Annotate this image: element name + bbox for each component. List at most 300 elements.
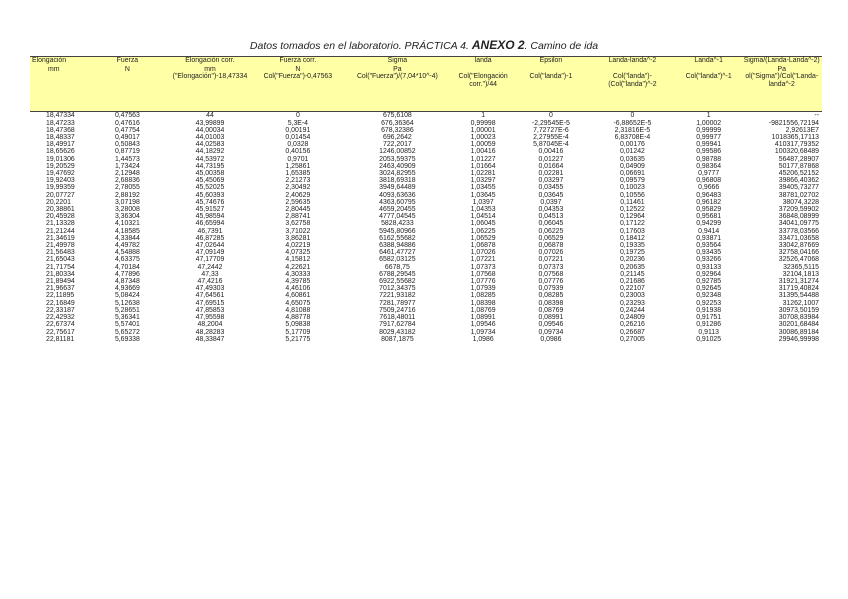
table-cell[interactable]: 21,80334 bbox=[46, 270, 75, 278]
table-cell[interactable]: 46,65994 bbox=[195, 220, 225, 228]
table-cell[interactable]: 2463,40909 bbox=[379, 162, 416, 170]
table-cell[interactable]: 0,26216 bbox=[619, 321, 645, 329]
table-cell[interactable]: 0,9414 bbox=[698, 227, 720, 235]
table-cell[interactable]: 4,93669 bbox=[114, 285, 140, 293]
table-cell[interactable]: 5,57401 bbox=[114, 321, 140, 329]
table-cell[interactable]: 31719,40824 bbox=[778, 285, 819, 293]
table-cell[interactable]: 4659,20455 bbox=[379, 206, 416, 214]
table-cell[interactable]: 2053,59375 bbox=[379, 155, 416, 163]
table-cell[interactable]: 0,26687 bbox=[619, 328, 645, 336]
table-cell[interactable]: 3,62758 bbox=[285, 220, 311, 228]
table-cell[interactable]: 30708,83984 bbox=[778, 314, 819, 322]
table-cell[interactable]: 5,09838 bbox=[285, 321, 311, 329]
table-cell[interactable]: 0,06225 bbox=[538, 227, 564, 235]
table-cell[interactable]: 0,07221 bbox=[538, 256, 564, 264]
table-cell[interactable]: 31921,31274 bbox=[778, 278, 819, 286]
table-cell[interactable]: 0,08285 bbox=[538, 292, 564, 300]
table-cell[interactable]: 1,06529 bbox=[470, 234, 496, 242]
table-cell[interactable]: 18,47233 bbox=[46, 119, 75, 127]
table-cell[interactable]: 1,03645 bbox=[470, 191, 496, 199]
table-cell[interactable]: 0,07776 bbox=[538, 278, 564, 286]
table-cell[interactable]: 3024,82955 bbox=[379, 170, 416, 178]
table-cell[interactable]: 0,93871 bbox=[696, 234, 722, 242]
table-cell[interactable]: 0,10023 bbox=[619, 184, 645, 192]
table-cell[interactable]: 2,59635 bbox=[285, 198, 311, 206]
table-cell[interactable]: 0,92964 bbox=[696, 270, 722, 278]
table-cell[interactable]: 32758,04166 bbox=[778, 249, 819, 257]
table-cell[interactable]: 0,06529 bbox=[538, 234, 564, 242]
table-cell[interactable]: 18,47334 bbox=[46, 112, 75, 120]
table-cell[interactable]: 3,36304 bbox=[114, 213, 140, 221]
table-cell[interactable]: 21,21244 bbox=[46, 227, 75, 235]
table-cell[interactable]: 4,39785 bbox=[285, 278, 311, 286]
table-cell[interactable]: 1,06225 bbox=[470, 227, 496, 235]
table-cell[interactable]: 0,93564 bbox=[696, 242, 722, 250]
table-cell[interactable]: 22,11895 bbox=[46, 292, 75, 300]
table-cell[interactable]: 21,34619 bbox=[46, 234, 75, 242]
table-cell[interactable]: 4,77896 bbox=[114, 270, 140, 278]
table-cell[interactable]: 1,07776 bbox=[470, 278, 496, 286]
table-cell[interactable]: 50177,87868 bbox=[778, 162, 819, 170]
table-cell[interactable]: 0,03297 bbox=[538, 177, 564, 185]
table-cell[interactable]: 0,99941 bbox=[696, 141, 722, 149]
table-cell[interactable]: 0,91938 bbox=[696, 306, 722, 314]
table-cell[interactable]: 4363,60795 bbox=[379, 198, 416, 206]
table-cell[interactable]: 0,04513 bbox=[538, 213, 564, 221]
table-cell[interactable]: 19,47692 bbox=[46, 170, 75, 178]
table-cell[interactable]: 1,04353 bbox=[470, 206, 496, 214]
table-cell[interactable]: 0,99586 bbox=[696, 148, 722, 156]
table-cell[interactable]: 0,01664 bbox=[538, 162, 564, 170]
table-cell[interactable]: 33042,87669 bbox=[778, 242, 819, 250]
table-cell[interactable]: 20,38861 bbox=[46, 206, 75, 214]
table-cell[interactable]: 0,07373 bbox=[538, 263, 564, 271]
table-cell[interactable]: 19,99359 bbox=[46, 184, 75, 192]
table-cell[interactable]: 1,00001 bbox=[470, 126, 496, 134]
table-cell[interactable]: 34041,09775 bbox=[778, 220, 819, 228]
table-cell[interactable]: 1,09546 bbox=[470, 321, 496, 329]
table-cell[interactable]: 48,33847 bbox=[195, 335, 225, 343]
table-cell[interactable]: 0,99977 bbox=[696, 134, 722, 142]
table-cell[interactable]: 0,96483 bbox=[696, 191, 722, 199]
table-cell[interactable]: 4,63375 bbox=[114, 256, 140, 264]
table-cell[interactable]: 21,56483 bbox=[46, 249, 75, 257]
table-cell[interactable]: 21,89494 bbox=[46, 278, 75, 286]
table-cell[interactable]: 0,04909 bbox=[619, 162, 645, 170]
table-cell[interactable]: 20,45928 bbox=[46, 213, 75, 221]
table-cell[interactable]: 4,87348 bbox=[114, 278, 140, 286]
table-cell[interactable]: 45,74676 bbox=[195, 198, 225, 206]
table-cell[interactable]: 1,02281 bbox=[470, 170, 496, 178]
table-cell[interactable]: 0,96182 bbox=[696, 198, 722, 206]
table-cell[interactable]: 47,4216 bbox=[197, 278, 223, 286]
table-cell[interactable]: 5,21775 bbox=[285, 335, 311, 343]
table-cell[interactable]: 0,47616 bbox=[114, 119, 140, 127]
table-cell[interactable]: 0,07026 bbox=[538, 249, 564, 257]
table-cell[interactable]: 0,47563 bbox=[114, 112, 140, 120]
table-cell[interactable]: 2,12948 bbox=[114, 170, 140, 178]
table-cell[interactable]: 1 bbox=[706, 112, 711, 120]
table-cell[interactable]: 32104,1813 bbox=[782, 270, 819, 278]
table-cell[interactable]: 1,07026 bbox=[470, 249, 496, 257]
table-cell[interactable]: 1246,00852 bbox=[379, 148, 416, 156]
table-cell[interactable]: 22,16849 bbox=[46, 299, 75, 307]
table-cell[interactable]: 22,67374 bbox=[46, 321, 75, 329]
table-cell[interactable]: 7221,93182 bbox=[379, 292, 416, 300]
table-cell[interactable]: 0,03455 bbox=[538, 184, 564, 192]
table-cell[interactable]: -6,88652E-5 bbox=[613, 119, 652, 127]
table-cell[interactable]: 37209,59902 bbox=[778, 206, 819, 214]
table-cell[interactable]: 5,12638 bbox=[114, 299, 140, 307]
table-cell[interactable]: 0,08398 bbox=[538, 299, 564, 307]
table-cell[interactable]: 4,70184 bbox=[114, 263, 140, 271]
table-cell[interactable]: 4093,63636 bbox=[379, 191, 416, 199]
table-cell[interactable]: 0,93266 bbox=[696, 256, 722, 264]
table-cell[interactable]: 3,71022 bbox=[285, 227, 311, 235]
table-cell[interactable]: 36848,08999 bbox=[778, 213, 819, 221]
table-cell[interactable]: 4,60861 bbox=[285, 292, 311, 300]
column-header[interactable]: Epsilon bbox=[513, 57, 589, 74]
table-cell[interactable]: 38781,02702 bbox=[778, 191, 819, 199]
column-header[interactable]: Fuerza N bbox=[89, 57, 165, 74]
table-cell[interactable]: 0,08769 bbox=[538, 306, 564, 314]
table-cell[interactable]: 22,75617 bbox=[46, 328, 75, 336]
table-cell[interactable]: 46,7391 bbox=[197, 227, 223, 235]
table-cell[interactable]: 7281,78977 bbox=[379, 299, 416, 307]
table-cell[interactable]: 1,25861 bbox=[285, 162, 311, 170]
table-cell[interactable]: 0,95829 bbox=[696, 206, 722, 214]
table-cell[interactable]: 7618,48011 bbox=[379, 314, 416, 322]
table-cell[interactable]: 1,00059 bbox=[470, 141, 496, 149]
table-cell[interactable]: 45,45069 bbox=[195, 177, 225, 185]
table-cell[interactable]: 5,65272 bbox=[114, 328, 140, 336]
table-cell[interactable]: 32365,5115 bbox=[783, 263, 819, 271]
table-cell[interactable]: 44,18292 bbox=[195, 148, 225, 156]
table-cell[interactable]: 0,09579 bbox=[619, 177, 645, 185]
table-cell[interactable]: 31262,1007 bbox=[782, 299, 819, 307]
table-cell[interactable]: 0,07568 bbox=[538, 270, 564, 278]
table-cell[interactable]: 6162,55682 bbox=[379, 234, 416, 242]
table-cell[interactable]: 5,87045E-4 bbox=[533, 141, 569, 149]
table-cell[interactable]: 5945,80966 bbox=[379, 227, 416, 235]
table-cell[interactable]: 0,06878 bbox=[538, 242, 564, 250]
table-cell[interactable]: 3,86281 bbox=[285, 234, 311, 242]
table-cell[interactable]: 7012,34375 bbox=[379, 285, 416, 293]
column-header[interactable]: Elongación mm bbox=[30, 57, 89, 74]
table-cell[interactable]: 5828,4233 bbox=[381, 220, 414, 228]
table-cell[interactable]: 0,19335 bbox=[619, 242, 645, 250]
table-cell[interactable]: 2,80445 bbox=[285, 206, 311, 214]
table-cell[interactable]: 1,00416 bbox=[470, 148, 496, 156]
table-cell[interactable]: 21,49978 bbox=[46, 242, 75, 250]
table-cell[interactable]: 0,20635 bbox=[619, 263, 645, 271]
table-cell[interactable]: 0,87719 bbox=[114, 148, 140, 156]
table-cell[interactable]: 5,17709 bbox=[285, 328, 311, 336]
table-cell[interactable]: 0,92785 bbox=[696, 278, 722, 286]
table-cell[interactable]: 4,54888 bbox=[114, 249, 140, 257]
table-cell[interactable]: 45,98594 bbox=[195, 213, 225, 221]
table-cell[interactable]: 44,02583 bbox=[195, 141, 225, 149]
table-cell[interactable]: 48,2004 bbox=[197, 321, 223, 329]
table-cell[interactable]: 45206,52152 bbox=[778, 170, 819, 178]
table-cell[interactable]: 2,78055 bbox=[114, 184, 140, 192]
table-cell[interactable]: 4,02219 bbox=[285, 242, 311, 250]
column-header[interactable]: Landa-landa^-2 bbox=[589, 57, 676, 74]
table-cell[interactable]: 2,92613E7 bbox=[785, 126, 819, 134]
table-cell[interactable]: 0,94299 bbox=[696, 220, 722, 228]
table-cell[interactable]: 0 bbox=[295, 112, 300, 120]
table-cell[interactable]: 1,01664 bbox=[470, 162, 496, 170]
table-cell[interactable]: 0,98788 bbox=[696, 155, 722, 163]
table-cell[interactable]: 4,88778 bbox=[285, 314, 311, 322]
table-cell[interactable]: 0,10556 bbox=[619, 191, 645, 199]
table-cell[interactable]: 0,00191 bbox=[285, 126, 311, 134]
table-cell[interactable]: 0,21686 bbox=[619, 278, 645, 286]
table-cell[interactable]: 45,91527 bbox=[195, 206, 225, 214]
table-cell[interactable]: 0,03635 bbox=[619, 155, 645, 163]
table-cell[interactable]: 4,46106 bbox=[285, 285, 311, 293]
column-header[interactable]: Sigma/(Landa-Landa^-2) Pa bbox=[741, 57, 822, 74]
table-cell[interactable]: 47,64561 bbox=[195, 292, 225, 300]
table-cell[interactable]: 38074,3228 bbox=[782, 198, 819, 206]
table-cell[interactable]: 46,87285 bbox=[195, 234, 225, 242]
table-cell[interactable]: 1,00023 bbox=[470, 134, 496, 142]
table-cell[interactable]: 47,09149 bbox=[195, 249, 225, 257]
table-cell[interactable]: 1,04514 bbox=[470, 213, 496, 221]
table-cell[interactable]: 19,20529 bbox=[46, 162, 75, 170]
table-cell[interactable]: 2,30492 bbox=[285, 184, 311, 192]
table-cell[interactable]: 6,83708E-4 bbox=[614, 134, 651, 142]
table-cell[interactable]: 0,98364 bbox=[696, 162, 722, 170]
table-cell[interactable]: 0,91286 bbox=[696, 321, 722, 329]
table-cell[interactable]: 47,33 bbox=[201, 270, 219, 278]
table-cell[interactable]: 4,33844 bbox=[114, 234, 140, 242]
table-cell[interactable]: 3,28008 bbox=[114, 206, 140, 214]
table-cell[interactable]: 0,92645 bbox=[696, 285, 722, 293]
table-cell[interactable]: 5,3E-4 bbox=[287, 119, 309, 127]
table-cell[interactable]: 47,49303 bbox=[195, 285, 225, 293]
table-cell[interactable]: 0,92253 bbox=[696, 299, 722, 307]
table-cell[interactable]: 5,08424 bbox=[114, 292, 140, 300]
table-cell[interactable]: 1,03297 bbox=[470, 177, 496, 185]
table-cell[interactable]: 32526,47068 bbox=[778, 256, 819, 264]
table-cell[interactable]: 56487,28907 bbox=[778, 155, 819, 163]
table-cell[interactable]: 30973,50159 bbox=[778, 306, 819, 314]
table-cell[interactable]: 7,72727E-6 bbox=[533, 126, 569, 134]
table-cell[interactable]: 22,42932 bbox=[46, 314, 75, 322]
table-cell[interactable]: 3,07198 bbox=[114, 198, 140, 206]
table-cell[interactable]: 19,01306 bbox=[46, 155, 75, 163]
table-cell[interactable]: 1,0397 bbox=[472, 198, 494, 206]
table-cell[interactable]: 0,09734 bbox=[538, 328, 564, 336]
table-cell[interactable]: 0,47754 bbox=[114, 126, 140, 134]
column-header[interactable]: Sigma Pa bbox=[341, 57, 453, 74]
table-cell[interactable]: 21,71754 bbox=[46, 263, 75, 271]
table-cell[interactable]: 2,88192 bbox=[114, 191, 140, 199]
table-cell[interactable]: 678,32386 bbox=[381, 126, 414, 134]
table-cell[interactable]: 0 bbox=[548, 112, 553, 120]
table-cell[interactable]: 675,6108 bbox=[383, 112, 412, 120]
table-cell[interactable]: 1,03455 bbox=[470, 184, 496, 192]
table-cell[interactable]: 0,04353 bbox=[538, 206, 564, 214]
table-cell[interactable]: 2,68836 bbox=[114, 177, 140, 185]
table-cell[interactable]: 676,36364 bbox=[381, 119, 414, 127]
table-cell[interactable]: 18,48337 bbox=[46, 134, 75, 142]
table-cell[interactable]: 0,11461 bbox=[620, 198, 645, 206]
table-cell[interactable]: 33778,03566 bbox=[778, 227, 819, 235]
table-cell[interactable]: 0,91751 bbox=[696, 314, 722, 322]
table-cell[interactable]: 0,17603 bbox=[619, 227, 645, 235]
table-cell[interactable]: 18,49917 bbox=[46, 141, 75, 149]
table-cell[interactable]: 0,99999 bbox=[696, 126, 722, 134]
table-cell[interactable]: 2,31816E-5 bbox=[614, 126, 651, 134]
table-cell[interactable]: -9821556,72194 bbox=[768, 119, 819, 127]
table-cell[interactable]: 2,21273 bbox=[285, 177, 311, 185]
table-cell[interactable]: 2,88741 bbox=[285, 213, 311, 221]
table-cell[interactable]: 0,08991 bbox=[538, 314, 564, 322]
table-cell[interactable]: 0,9666 bbox=[698, 184, 720, 192]
table-cell[interactable]: 1,08285 bbox=[470, 292, 496, 300]
table-cell[interactable]: 0,01227 bbox=[538, 155, 564, 163]
table-cell[interactable]: 5,69338 bbox=[114, 335, 140, 343]
table-cell[interactable]: 20,07727 bbox=[46, 191, 75, 199]
table-cell[interactable]: 0,01454 bbox=[285, 134, 311, 142]
table-cell[interactable]: 0,95681 bbox=[696, 213, 722, 221]
table-cell[interactable]: 0,9701 bbox=[287, 155, 309, 163]
table-cell[interactable]: 1,0986 bbox=[472, 335, 494, 343]
table-cell[interactable]: 47,69515 bbox=[195, 299, 225, 307]
table-cell[interactable]: 0,21145 bbox=[620, 270, 645, 278]
table-cell[interactable]: 0,19725 bbox=[619, 249, 645, 257]
table-cell[interactable]: 0,0397 bbox=[540, 198, 562, 206]
table-cell[interactable]: 47,17709 bbox=[195, 256, 225, 264]
table-cell[interactable]: 0,24809 bbox=[619, 314, 645, 322]
table-cell[interactable]: 0,40156 bbox=[285, 148, 311, 156]
table-cell[interactable]: 44,73195 bbox=[195, 162, 225, 170]
column-header[interactable]: Elongación corr. mm bbox=[166, 57, 255, 74]
table-cell[interactable]: 0,27005 bbox=[619, 335, 645, 343]
table-cell[interactable]: 4777,04545 bbox=[379, 213, 416, 221]
table-cell[interactable]: 2,27955E-4 bbox=[533, 134, 569, 142]
table-cell[interactable]: 6388,94886 bbox=[379, 242, 416, 250]
table-cell[interactable]: 0,49017 bbox=[114, 134, 140, 142]
table-cell[interactable]: 8029,43182 bbox=[379, 328, 416, 336]
table-cell[interactable]: 0,06691 bbox=[619, 170, 645, 178]
table-cell[interactable]: 0,18412 bbox=[619, 234, 645, 242]
table-cell[interactable]: 0,02281 bbox=[538, 170, 564, 178]
table-cell[interactable]: 5,36341 bbox=[114, 314, 140, 322]
table-cell[interactable]: 6582,03125 bbox=[379, 256, 416, 264]
table-cell[interactable]: 0,0986 bbox=[540, 335, 562, 343]
table-cell[interactable]: 19,92403 bbox=[46, 177, 75, 185]
table-cell[interactable]: 0,92348 bbox=[696, 292, 722, 300]
table-cell[interactable]: 7917,62784 bbox=[379, 321, 416, 329]
table-cell[interactable]: 0,23293 bbox=[619, 299, 645, 307]
table-cell[interactable]: 6678,75 bbox=[384, 263, 410, 271]
table-cell[interactable]: 4,18585 bbox=[114, 227, 140, 235]
table-cell[interactable]: 6788,29545 bbox=[379, 270, 416, 278]
table-cell[interactable]: 44,00034 bbox=[195, 126, 225, 134]
column-header[interactable]: Landa^-1 bbox=[676, 57, 742, 74]
table-cell[interactable]: 0,09546 bbox=[538, 321, 564, 329]
column-header[interactable]: landa bbox=[454, 57, 513, 74]
table-cell[interactable]: 7509,24716 bbox=[379, 306, 416, 314]
table-cell[interactable]: -2,29545E-5 bbox=[531, 119, 570, 127]
table-cell[interactable]: 21,13328 bbox=[46, 220, 75, 228]
table-cell[interactable]: 4,07325 bbox=[285, 249, 311, 257]
table-cell[interactable]: 2,40629 bbox=[285, 191, 311, 199]
table-cell[interactable]: 6922,55682 bbox=[379, 278, 416, 286]
table-cell[interactable]: 4,10321 bbox=[114, 220, 140, 228]
table-cell[interactable]: 1,06045 bbox=[470, 220, 496, 228]
table-cell[interactable]: 0,00176 bbox=[619, 141, 645, 149]
table-cell[interactable]: 0,23003 bbox=[619, 292, 645, 300]
table-cell[interactable]: 0,01242 bbox=[619, 148, 645, 156]
table-cell[interactable]: 1,08398 bbox=[470, 299, 496, 307]
table-cell[interactable]: 4,49782 bbox=[114, 242, 140, 250]
table-cell[interactable]: 20,2201 bbox=[46, 198, 71, 206]
table-cell[interactable]: 0,9113 bbox=[698, 328, 719, 336]
table-cell[interactable]: 21,65043 bbox=[46, 256, 75, 264]
table-cell[interactable]: 1018365,17113 bbox=[771, 134, 819, 142]
table-cell[interactable]: 18,65626 bbox=[46, 148, 75, 156]
table-cell[interactable]: 3949,64489 bbox=[379, 184, 416, 192]
table-cell[interactable]: 22,81181 bbox=[46, 335, 75, 343]
table-cell[interactable]: 44,53972 bbox=[195, 155, 225, 163]
table-cell[interactable]: 0,91025 bbox=[696, 335, 722, 343]
table-cell[interactable]: -- bbox=[814, 112, 819, 120]
table-cell[interactable]: 0,07939 bbox=[538, 285, 564, 293]
table-cell[interactable]: 47,95598 bbox=[195, 314, 225, 322]
table-cell[interactable]: 30201,68484 bbox=[778, 321, 819, 329]
table-cell[interactable]: 44 bbox=[206, 112, 214, 120]
table-cell[interactable]: 0,93435 bbox=[696, 249, 722, 257]
table-cell[interactable]: 8087,1875 bbox=[381, 335, 414, 343]
table-cell[interactable]: 0,00416 bbox=[538, 148, 564, 156]
table-cell[interactable]: 0,22107 bbox=[619, 285, 645, 293]
table-cell[interactable]: 1,08991 bbox=[470, 314, 496, 322]
table-cell[interactable]: 1,01227 bbox=[470, 155, 496, 163]
table-cell[interactable]: 4,30333 bbox=[285, 270, 311, 278]
table-cell[interactable]: 0,99998 bbox=[470, 119, 496, 127]
table-cell[interactable]: 3818,69318 bbox=[379, 177, 416, 185]
table-cell[interactable]: 43,99899 bbox=[195, 119, 225, 127]
table-cell[interactable]: 0,96808 bbox=[696, 177, 722, 185]
table-cell[interactable]: 6461,47727 bbox=[379, 249, 416, 257]
table-cell[interactable]: 4,15812 bbox=[285, 256, 311, 264]
table-cell[interactable]: 0,17122 bbox=[619, 220, 645, 228]
table-cell[interactable]: 1,07939 bbox=[470, 285, 496, 293]
table-cell[interactable]: 47,02644 bbox=[195, 242, 225, 250]
table-cell[interactable]: 0,06045 bbox=[538, 220, 564, 228]
table-cell[interactable]: 100320,68489 bbox=[774, 148, 819, 156]
table-cell[interactable]: 0,24244 bbox=[619, 306, 645, 314]
table-cell[interactable]: 0,12964 bbox=[619, 213, 645, 221]
table-cell[interactable]: 0 bbox=[630, 112, 635, 120]
table-cell[interactable]: 1,07221 bbox=[470, 256, 496, 264]
table-cell[interactable]: 1,44573 bbox=[114, 155, 140, 163]
table-cell[interactable]: 4,81088 bbox=[285, 306, 311, 314]
table-cell[interactable]: 1,00002 bbox=[696, 119, 722, 127]
table-cell[interactable]: 1,07568 bbox=[470, 270, 496, 278]
table-cell[interactable]: 30086,89184 bbox=[778, 328, 819, 336]
table-cell[interactable]: 22,33187 bbox=[46, 306, 75, 314]
table-cell[interactable]: 1,09734 bbox=[470, 328, 496, 336]
table-cell[interactable]: 4,22621 bbox=[285, 263, 311, 271]
table-cell[interactable]: 39866,40362 bbox=[778, 177, 819, 185]
table-cell[interactable]: 47,85853 bbox=[195, 306, 225, 314]
table-cell[interactable]: 48,28283 bbox=[195, 328, 225, 336]
